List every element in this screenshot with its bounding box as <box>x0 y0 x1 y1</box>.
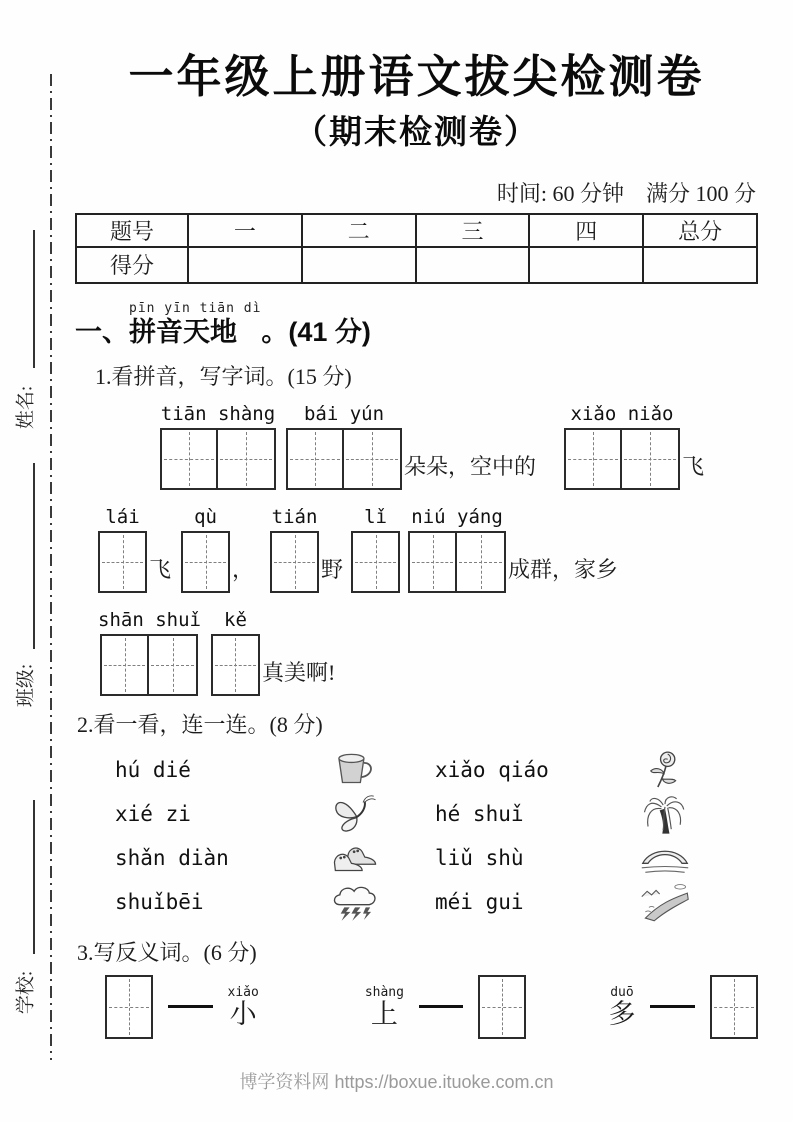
score-table-score-row <box>76 247 757 283</box>
q2-label: 2.看一看，连一连。(8 分) <box>77 711 323 737</box>
paper-subtitle: （期末检测卷） <box>294 112 539 150</box>
match-word-left: hú dié <box>115 758 191 783</box>
shoes-icon <box>330 837 435 880</box>
hanzi-char: 小 <box>229 998 257 1029</box>
writing-grid <box>351 531 400 593</box>
writing-grid <box>211 634 260 696</box>
writing-grid-group <box>564 403 680 490</box>
match-word-left: shuǐbēi <box>115 890 204 915</box>
score-cell-empty <box>529 247 643 283</box>
section1-heading <box>75 302 758 348</box>
writing-grid-group <box>351 506 400 593</box>
hanzi-char: 上 <box>370 998 398 1029</box>
tianzige-cell <box>710 975 758 1039</box>
willow-tree-icon <box>640 793 758 836</box>
tianzige-cell <box>105 975 153 1039</box>
pinyin-label: xiǎo niǎo <box>570 402 674 425</box>
score-cell-empty <box>302 247 416 283</box>
score-table-header-cell: 二 <box>302 214 416 247</box>
q3-label: 3.写反义词。(6 分) <box>77 939 257 965</box>
section1-number: 一、 <box>75 316 129 347</box>
section1-score: 。(41 分) <box>261 316 371 347</box>
score-table <box>75 213 758 284</box>
sentence-text: ， <box>232 556 255 582</box>
writing-grid-group <box>211 609 260 696</box>
match-word-left: shǎn diàn <box>115 846 229 871</box>
antonym-char <box>365 986 404 1028</box>
dash-line <box>168 1005 213 1008</box>
name-label: 姓名: <box>15 385 37 430</box>
tianzige-cell <box>218 428 276 490</box>
score-cell-empty <box>188 247 302 283</box>
antonym-char <box>228 986 259 1028</box>
pinyin-label: tiān shàng <box>160 402 276 425</box>
sentence-text: 飞 <box>149 556 172 582</box>
storm-cloud-icon <box>330 881 435 924</box>
dash-line <box>650 1005 695 1008</box>
score-table-header-row <box>76 214 757 247</box>
tianzige-cell <box>344 428 402 490</box>
writing-grid-group <box>286 403 402 490</box>
pinyin-label: lái <box>105 505 140 528</box>
score-table-header-cell: 三 <box>416 214 530 247</box>
writing-grid <box>710 975 758 1039</box>
writing-grid-group <box>270 506 319 593</box>
sentence-text: 野 <box>321 556 344 582</box>
cup-icon <box>330 749 435 792</box>
rose-icon <box>640 749 758 792</box>
sentence-text: 成群，家乡 <box>508 556 619 582</box>
tianzige-cell <box>564 428 622 490</box>
score-table-header-cell: 题号 <box>76 214 188 247</box>
match-word-right: hé shuǐ <box>435 802 524 827</box>
school-label: 学校: <box>15 970 37 1015</box>
section1-ruby-group <box>129 302 261 348</box>
river-icon <box>640 881 758 924</box>
writing-grid <box>564 428 680 490</box>
writing-grid-group <box>98 609 201 696</box>
pinyin-label: kě <box>224 608 247 631</box>
tianzige-cell <box>149 634 198 696</box>
pinyin-label: bái yún <box>303 402 385 425</box>
writing-grid <box>408 531 506 593</box>
q1-writing-row-2 <box>98 506 758 593</box>
watermark-footer: 博学资料网 https://boxue.ituoke.com.cn <box>239 1072 554 1092</box>
writing-grid-group <box>181 506 230 593</box>
score-row-label: 得分 <box>76 247 188 283</box>
writing-grid <box>105 975 153 1039</box>
writing-grid <box>270 531 319 593</box>
tianzige-cell <box>270 531 319 593</box>
sentence-text: 朵朵，空中的 <box>404 453 537 479</box>
writing-grid-group <box>98 506 147 593</box>
antonym-exercise <box>105 975 758 1039</box>
butterfly-icon <box>330 793 435 836</box>
q1-writing-row-3 <box>98 609 758 696</box>
paper-title: 一年级上册语文拔尖检测卷 <box>128 51 705 102</box>
match-word-right: liǔ shù <box>435 846 524 871</box>
tianzige-cell <box>98 531 147 593</box>
section1-ruby-pinyin: pīn yīn tiān dì <box>129 300 262 316</box>
tianzige-cell <box>211 634 260 696</box>
writing-grid-group <box>160 403 276 490</box>
section1-title: 拼音天地 <box>129 316 237 347</box>
name-blank-line <box>33 230 35 368</box>
writing-grid-group <box>408 506 506 593</box>
paper-content <box>75 0 758 1039</box>
tianzige-cell <box>478 975 526 1039</box>
q1-writing-row-1 <box>160 403 758 490</box>
score-cell-empty <box>416 247 530 283</box>
writing-grid <box>478 975 526 1039</box>
sentence-text: 真美啊! <box>261 659 336 685</box>
antonym-char <box>608 986 635 1028</box>
pinyin-label: shān shuǐ <box>98 608 201 631</box>
pinyin-label: shàng <box>364 984 404 1000</box>
writing-grid <box>98 531 147 593</box>
class-label: 班级: <box>15 663 37 708</box>
tianzige-cell <box>100 634 149 696</box>
score-table-header-cell: 总分 <box>643 214 757 247</box>
class-blank-line <box>33 463 35 649</box>
tianzige-cell <box>408 531 457 593</box>
tianzige-cell <box>351 531 400 593</box>
matching-exercise <box>115 749 758 924</box>
tianzige-cell <box>457 531 506 593</box>
tianzige-cell <box>286 428 344 490</box>
match-word-right: méi gui <box>435 890 524 915</box>
pinyin-label: tián <box>271 505 318 528</box>
tianzige-cell <box>622 428 680 490</box>
match-word-right: xiǎo qiáo <box>435 758 549 783</box>
pinyin-label: qù <box>194 505 217 528</box>
pinyin-label: duō <box>610 984 634 1000</box>
tianzige-cell <box>160 428 218 490</box>
match-word-left: xié zi <box>115 802 191 827</box>
time-score-meta: 时间: 60 分钟 满分 100 分 <box>496 180 756 206</box>
writing-grid <box>286 428 402 490</box>
pinyin-label: niú yáng <box>411 505 503 528</box>
tianzige-cell <box>181 531 230 593</box>
pinyin-label: xiǎo <box>227 984 259 1000</box>
writing-grid <box>181 531 230 593</box>
q1-label: 1.看拼音，写字词。(15 分) <box>95 363 352 389</box>
hanzi-char: 多 <box>608 998 636 1029</box>
fold-dash-dot-line <box>50 74 52 1060</box>
score-table-header-cell: 一 <box>188 214 302 247</box>
stone-bridge-icon <box>640 837 758 880</box>
pinyin-label: lǐ <box>364 505 387 528</box>
sentence-text: 飞 <box>682 453 705 479</box>
dash-line <box>419 1005 464 1008</box>
writing-grid <box>160 428 276 490</box>
school-blank-line <box>33 800 35 954</box>
score-table-header-cell: 四 <box>529 214 643 247</box>
writing-grid <box>100 634 198 696</box>
score-cell-empty <box>643 247 757 283</box>
